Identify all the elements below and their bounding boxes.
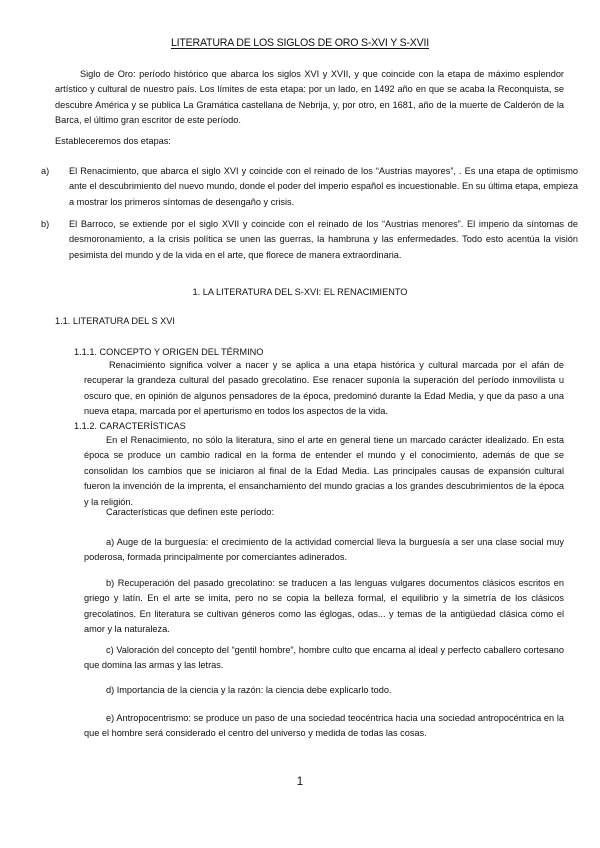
stage-b-text: El Barroco, se extiende por el siglo XVII y coincide con el reinado de los “Austrias menores”. El imperio da síntomas de desmoronamiento, a la crisis política se unen las guerras, la hambruna y las enfermedades. Todo esto acentúa la visión pesimista del mundo y de la vida en el arte, que florece de manera extraordinaria. bbox=[69, 219, 578, 260]
intro-paragraph: Siglo de Oro: período histórico que abarca los siglos XVI y XVII, y que coincide con la etapa de máximo esplendor artístico y cultural de nuestro país. Los límites de esta etapa: por un lado, en 1492 año en que se acaba la Reconquista, se descubre América y se publica La Gramática castellana de Nebrija, y, por otro, en 1681, año de la muerte de Calderón de la Barca, el último gran escritor de este período. bbox=[55, 69, 564, 126]
stage-b-label: b) bbox=[41, 219, 50, 229]
concept-paragraph: Renacimiento significa volver a nacer y se aplica a una etapa histórica y cultural marcada por el afán de recuperar la grandeza cultural del pasado grecolatino. Ese renacer suponía la superación del período inmovilista u oscuro que, en opinión de algunos pensadores de la época, predominó durante la Edad Media, y que da paso a una nueva etapa, marcada por el aperturismo en todos los aspectos de la vida. bbox=[84, 360, 564, 417]
stage-b-item bbox=[41, 217, 578, 263]
section-1-1-2-heading: 1.1.2. CARACTERÍSTICAS bbox=[74, 421, 186, 431]
stage-a-item bbox=[41, 164, 578, 210]
defining-intro: Características que definen este período: bbox=[106, 507, 275, 517]
characteristic-item-e: e) Antropocentrismo: se produce un paso de una sociedad teocéntrica hacia una sociedad antropocéntrica en la que el hombre será considerado el centro del universo y medida de todas las cosas. bbox=[84, 713, 564, 739]
section-1-1-heading: 1.1. LITERATURA DEL S XVI bbox=[55, 316, 175, 326]
characteristic-item-c: c) Valoración del concepto del “gentil hombre”, hombre culto que encarna al ideal y perfecto caballero cortesano que domina las armas y las letras. bbox=[84, 645, 564, 671]
characteristic-item-b: b) Recuperación del pasado grecolatino: se traducen a las lenguas vulgares documentos clásicos escritos en griego y latín. En el arte se imita, pero no se copia la belleza formal, el equilibrio y la simetría de los clásicos grecolatinos. En literatura se cultivan géneros como las églogas, odas... y temas de la antigüedad clásica como el amor y la naturaleza. bbox=[84, 578, 564, 635]
page-number: 1 bbox=[296, 776, 304, 788]
characteristic-item-a: a) Auge de la burguesía: el crecimiento de la actividad comercial lleva la burguesía a ser una clase social muy poderosa, formada principalmente por comerciantes adinerados. bbox=[84, 537, 564, 563]
section-1-heading: 1. LA LITERATURA DEL S-XVI: EL RENACIMIENTO bbox=[192, 287, 408, 297]
document-title: LITERATURA DE LOS SIGLOS DE ORO S-XVI Y S-XVII bbox=[170, 37, 430, 49]
stage-a-text: El Renacimiento, que abarca el siglo XVI y coincide con el reinado de los “Austrias mayores”, . Es una etapa de optimismo ante el descubrimiento del nuevo mundo, donde el poder del imperio español es incuestionable. En su última etapa, empieza a mostrar los primeros síntomas de desengaño y crisis. bbox=[69, 166, 578, 207]
characteristic-item-d: d) Importancia de la ciencia y la razón: la ciencia debe explicarlo todo. bbox=[106, 685, 392, 695]
stages-intro: Estableceremos dos etapas: bbox=[55, 136, 171, 146]
characteristics-paragraph: En el Renacimiento, no sólo la literatura, sino el arte en general tiene un marcado carácter idealizado. En esta época se produce un cambio radical en la forma de entender el mundo y el conocimiento, además de que se consolidan los cambios que se iniciaron al final de la Edad Media. Las principales causas de expansión cultural fueron la invención de la imprenta, el ensanchamiento del mundo gracias a los grandes descubrimientos de la época y la religión. bbox=[84, 435, 564, 507]
section-1-1-1-heading: 1.1.1. CONCEPTO Y ORIGEN DEL TÉRMINO bbox=[74, 347, 264, 357]
stage-a-label: a) bbox=[41, 166, 50, 176]
